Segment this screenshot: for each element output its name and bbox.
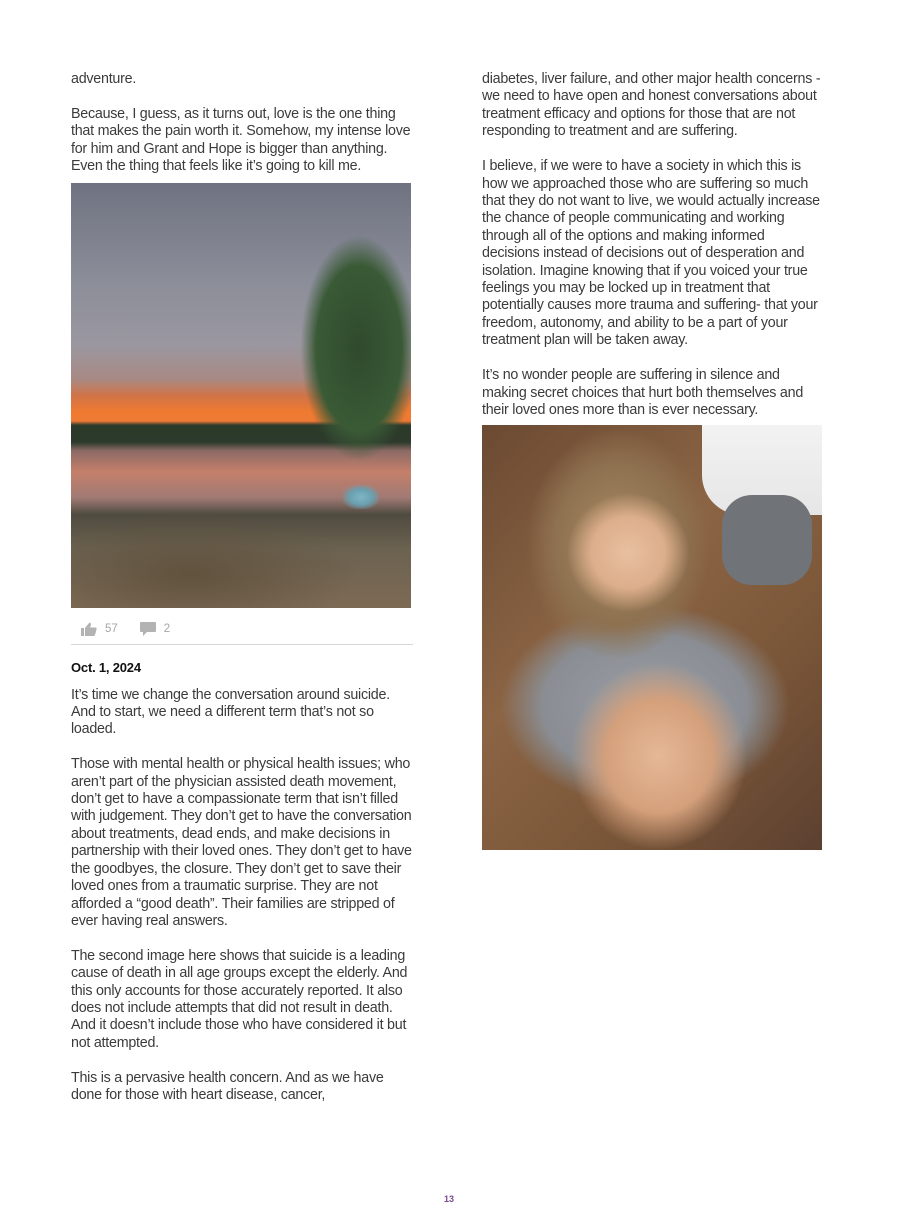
paragraph: I believe, if we were to have a society in which this is how we approached those who are suffering so much that they do not want to live, we would actually increase the chance of people communicating and working through all of the options and making informed decisions instead of decisions out of desperation and isolation. Imagine knowing that if you voiced your true feelings you may be locked up in treatment that potentially causes more trauma and suffering- that your freedom, autonomy, and ability to be a part of your treatment plan will be taken away. xyxy=(482,158,820,349)
seated-person xyxy=(343,485,379,509)
sunset-lake-photo xyxy=(71,183,411,608)
paragraph: It’s no wonder people are suffering in silence and making secret choices that hurt both themselves and their loved ones more than is ever necessary. xyxy=(482,367,804,418)
reactions-bar xyxy=(71,614,413,645)
comment-icon[interactable] xyxy=(140,622,156,636)
paragraph: This is a pervasive health concern. And as we have done for those with heart disease, cancer, xyxy=(71,1069,384,1104)
adult-grey-shorts xyxy=(722,495,812,585)
left-column xyxy=(71,71,413,1105)
paragraph: Those with mental health or physical health issues; who aren’t part of the physician assisted death movement, don’t get to have a compassionate term that isn’t filled with judgement. They don’t get to have the conversation about treatments, dead ends, and make decisions in partnership with their loved ones. They don’t get to have the goodbyes, the closure. They don’t get to save their loved ones from a traumatic surprise. They are not afforded a “good death”. Their families are stripped of ever having real answers. xyxy=(71,756,412,929)
paragraph: The second image here shows that suicide is a leading cause of death in all age groups except the elderly. And this only accounts for those accurately reported. It also does not include attempts that did not result in death. And it doesn’t include those who have considered it but not attempted. xyxy=(71,947,408,1051)
right-column xyxy=(482,71,824,850)
thumbs-up-icon[interactable] xyxy=(81,622,97,636)
paragraph: It’s time we change the conversation around suicide. And to start, we need a different term that’s not so loaded. xyxy=(71,686,390,738)
page-number: 13 xyxy=(443,1194,454,1204)
boy-portrait-photo xyxy=(482,425,822,850)
entry-date: Oct. 1, 2024 xyxy=(71,659,141,675)
paragraph: Because, I guess, as it turns out, love is the one thing that makes the pain worth it. Somehow, my intense love for him and Grant and Hope is bigger than anything. Even the thing that feels like it’s going to kill me. xyxy=(71,105,411,175)
like-count: 57 xyxy=(105,622,118,635)
comment-count: 2 xyxy=(163,622,171,635)
paragraph: diabetes, liver failure, and other major health concerns - we need to have open and honest conversations about treatment efficacy and options for those that are not responding to treatment and are suffering. xyxy=(482,71,821,140)
tree-foliage xyxy=(281,183,411,483)
paragraph: adventure. xyxy=(71,71,137,87)
